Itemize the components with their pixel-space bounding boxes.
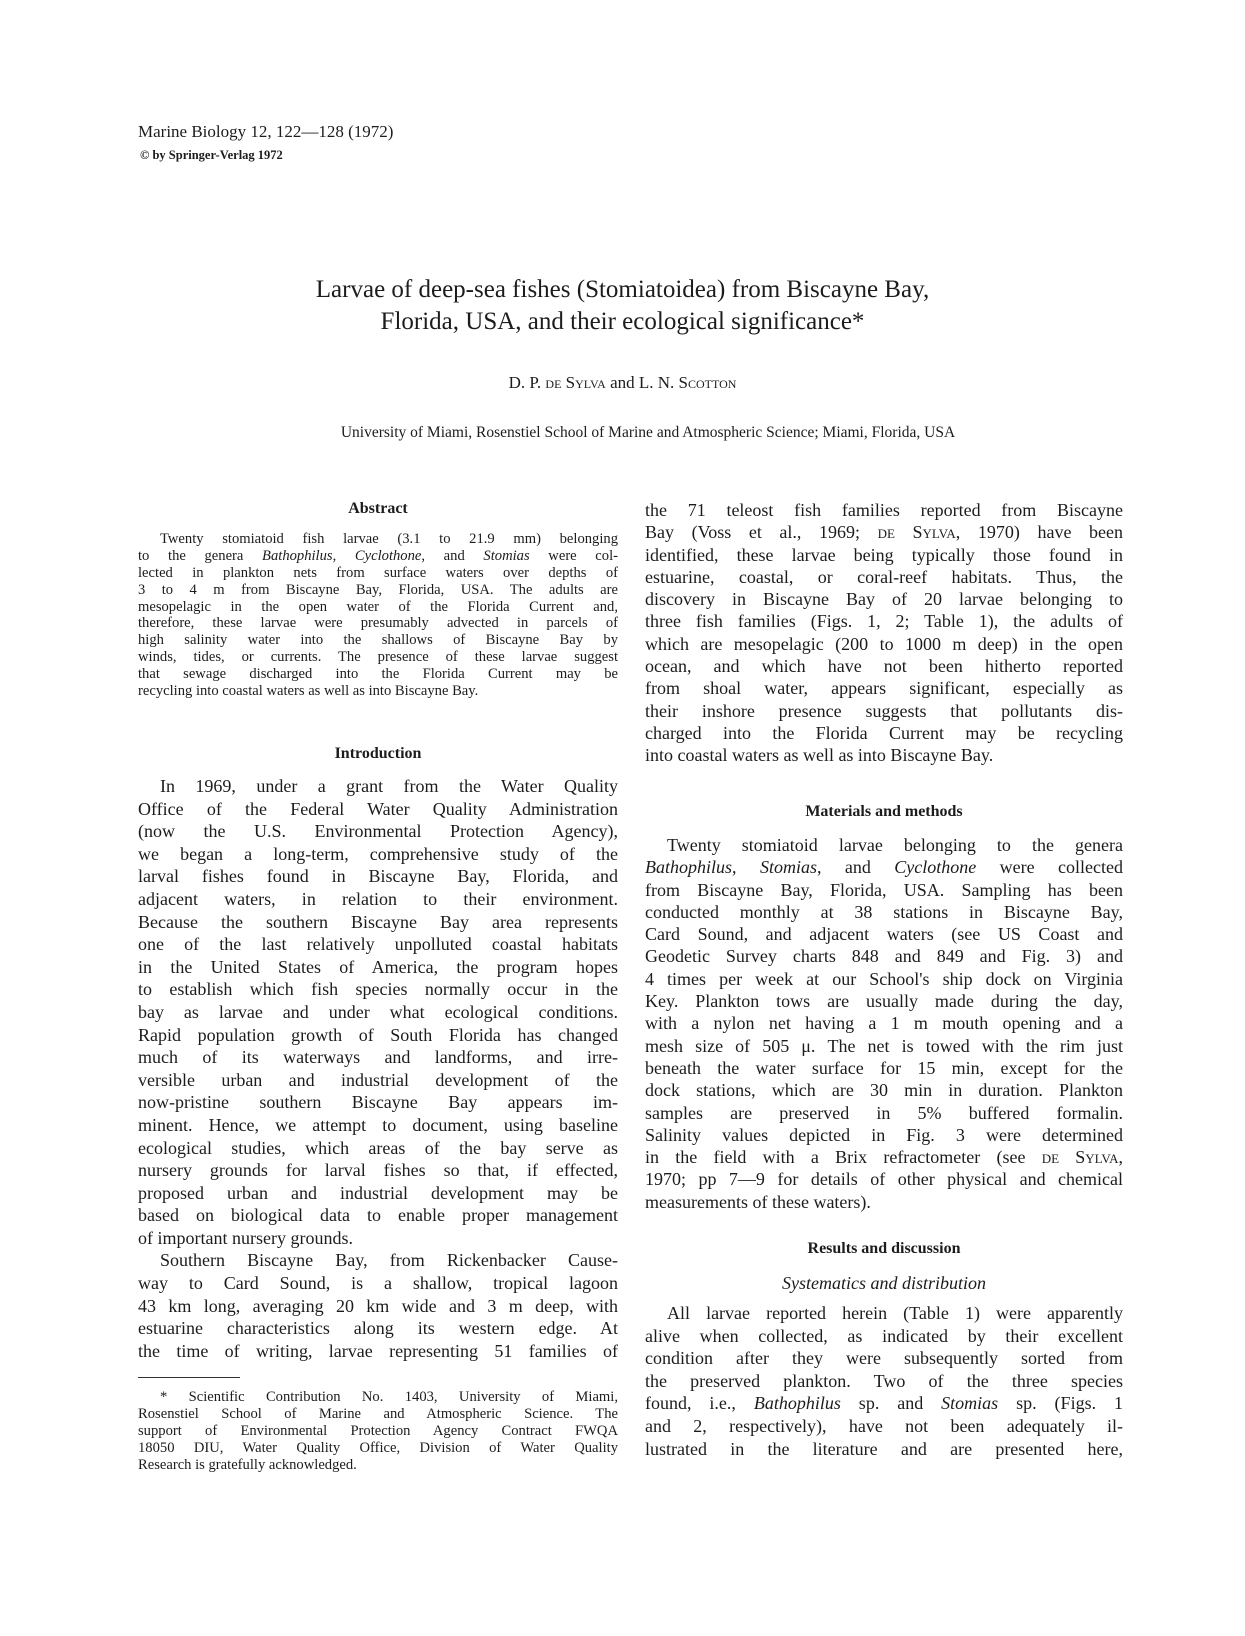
text-line: adjacent waters, in relation to their environment. bbox=[138, 888, 618, 909]
text-line: Bay (Voss et al., 1969; de Sylva, 1970) have been bbox=[645, 522, 1123, 543]
text-line: winds, tides, or currents. The presence of these larvae suggest bbox=[138, 649, 618, 666]
text-line: based on biological data to enable proper management bbox=[138, 1205, 618, 1226]
text-line: therefore, these larvae were presumably advected in parcels of bbox=[138, 615, 618, 632]
text-line: beneath the water surface for 15 min, except for the bbox=[645, 1057, 1123, 1078]
text-line: now-pristine southern Biscayne Bay appears im- bbox=[138, 1092, 618, 1113]
text-line: ecological studies, which areas of the bay serve as bbox=[138, 1137, 618, 1158]
text-line: samples are preserved in 5% buffered formalin. bbox=[645, 1102, 1123, 1123]
italic-term: Cyclothone bbox=[354, 547, 422, 564]
italic-term: Stomias bbox=[759, 857, 817, 878]
title-line: Florida, USA, and their ecological significance* bbox=[380, 308, 865, 335]
text-line: * Scientific Contribution No. 1403, University of Miami, bbox=[160, 1389, 618, 1405]
italic-term: Bathophilus bbox=[753, 1393, 841, 1414]
text-line: conducted monthly at 38 stations in Biscayne Bay, bbox=[645, 901, 1123, 922]
text-line: Office of the Federal Water Quality Administration bbox=[138, 798, 618, 819]
text-line: identified, these larvae being typically those found in bbox=[645, 544, 1123, 565]
text-line: to the genera Bathophilus, Cyclothone, and Stomias were col- bbox=[138, 547, 618, 564]
small-caps-name: de Sylva bbox=[545, 373, 606, 392]
methods-heading: Materials and methods bbox=[805, 803, 963, 820]
text-line: Rosenstiel School of Marine and Atmospheric Science. The bbox=[138, 1405, 618, 1422]
text-line: larval fishes found in Biscayne Bay, Florida, and bbox=[138, 866, 618, 887]
small-caps-name: Scotton bbox=[678, 373, 737, 392]
italic-term: Stomias bbox=[941, 1393, 999, 1414]
italic-term: Bathophilus bbox=[262, 547, 333, 564]
text-line: measurements of these waters). bbox=[645, 1191, 871, 1212]
text-line: nursery grounds for larval fishes so that, if effected, bbox=[138, 1160, 618, 1181]
text-line: Research is gratefully acknowledged. bbox=[138, 1456, 357, 1473]
paper-title bbox=[0, 274, 1245, 338]
small-caps-name: de Sylva bbox=[1041, 1147, 1119, 1168]
text-line: from shoal water, appears significant, especially as bbox=[645, 678, 1123, 699]
text-line: much of its waterways and landforms, and irre- bbox=[138, 1047, 618, 1068]
text-line: into coastal waters as well as into Biscayne Bay. bbox=[645, 745, 994, 766]
text-line: found, i.e., Bathophilus sp. and Stomias sp. (Figs. 1 bbox=[645, 1393, 1124, 1414]
text-line: and 2, respectively), have not been adequately il- bbox=[645, 1415, 1123, 1436]
small-caps-name: de Sylva bbox=[877, 522, 956, 543]
text-line: (now the U.S. Environmental Protection Agency), bbox=[138, 821, 618, 842]
text-line: mesh size of 505 μ. The net is towed with the rim just bbox=[645, 1035, 1123, 1056]
introduction-body bbox=[138, 775, 618, 1362]
text-line: with a nylon net having a 1 m mouth opening and a bbox=[645, 1013, 1123, 1034]
text-line: way to Card Sound, is a shallow, tropical lagoon bbox=[138, 1273, 618, 1294]
results-heading: Results and discussion bbox=[807, 1240, 961, 1257]
text-line: that sewage discharged into the Florida Current may be bbox=[138, 666, 618, 683]
abstract-body bbox=[138, 531, 618, 700]
text-line: proposed urban and industrial development may be bbox=[138, 1182, 618, 1203]
text-line: In 1969, under a grant from the Water Quality bbox=[160, 776, 618, 796]
text-line: support of Environmental Protection Agency Contract FWQA bbox=[138, 1422, 618, 1439]
text-line: from Biscayne Bay, Florida, USA. Sampling has been bbox=[645, 879, 1123, 900]
italic-term: Cyclothone bbox=[894, 857, 977, 878]
introduction-continued bbox=[645, 499, 1123, 767]
text-line: All larvae reported herein (Table 1) were apparently bbox=[667, 1303, 1123, 1323]
text-line: three fish families (Figs. 1, 2; Table 1), the adults of bbox=[645, 611, 1123, 632]
text-line: Geodetic Survey charts 848 and 849 and Fig. 3) and bbox=[645, 946, 1123, 967]
text-line: Because the southern Biscayne Bay area represents bbox=[138, 911, 618, 932]
text-line: minent. Hence, we attempt to document, using baseline bbox=[138, 1114, 618, 1135]
text-line: lustrated in the literature and are presented here, bbox=[645, 1438, 1123, 1459]
text-line: which are mesopelagic (200 to 1000 m deep) in the open bbox=[645, 633, 1123, 654]
text-line: of important nursery grounds. bbox=[138, 1227, 353, 1248]
title-line: Larvae of deep-sea fishes (Stomiatoidea) from Biscayne Bay, bbox=[315, 276, 930, 303]
authors: D. P. de Sylva and L. N. Scotton bbox=[508, 373, 737, 392]
text-line: versible urban and industrial development of the bbox=[138, 1069, 618, 1090]
copyright-notice: © by Springer-Verlag 1972 bbox=[140, 148, 283, 162]
abstract-heading: Abstract bbox=[348, 500, 408, 517]
text-line: 1970; pp 7—9 for details of other physical and chemical bbox=[645, 1169, 1123, 1190]
text-line: Salinity values depicted in Fig. 3 were determined bbox=[645, 1124, 1123, 1145]
text-line: mesopelagic in the open water of the Florida Current and, bbox=[138, 598, 618, 615]
results-body bbox=[645, 1302, 1123, 1460]
text-line: lected in plankton nets from surface waters over depths of bbox=[138, 564, 618, 581]
text-line: alive when collected, as indicated by their excellent bbox=[645, 1325, 1123, 1346]
text-line: 18050 DIU, Water Quality Office, Division of Water Quality bbox=[138, 1439, 618, 1456]
text-line: Key. Plankton tows are usually made during the day, bbox=[645, 991, 1123, 1012]
text-line: the time of writing, larvae representing 51 families of bbox=[138, 1340, 618, 1361]
text-line: high salinity water into the shallows of Biscayne Bay by bbox=[138, 632, 618, 649]
footnote-rule bbox=[138, 1377, 240, 1378]
text-line: Bathophilus, Stomias, and Cyclothone were collected bbox=[645, 857, 1124, 878]
text-line: we began a long-term, comprehensive study of the bbox=[138, 843, 618, 864]
text-line: estuarine characteristics along its western edge. At bbox=[138, 1318, 618, 1339]
text-line: the 71 teleost fish families reported from Biscayne bbox=[645, 500, 1123, 520]
text-line: in the United States of America, the program hopes bbox=[138, 956, 618, 977]
methods-body bbox=[645, 834, 1123, 1213]
text-line: Rapid population growth of South Florida has changed bbox=[138, 1024, 618, 1045]
text-line: Twenty stomiatoid fish larvae (3.1 to 21.9 mm) belonging bbox=[160, 531, 618, 547]
text-line: Card Sound, and adjacent waters (see US Coast and bbox=[645, 924, 1123, 945]
footnote bbox=[138, 1389, 618, 1473]
text-line: one of the last relatively unpolluted coastal habitats bbox=[138, 934, 618, 955]
text-line: recycling into coastal waters as well as into Biscayne Bay. bbox=[138, 683, 479, 700]
introduction-heading: Introduction bbox=[334, 745, 422, 762]
text-line: dock stations, which are 30 min in duration. Plankton bbox=[645, 1080, 1123, 1101]
text-line: 4 times per week at our School's ship dock on Virginia bbox=[645, 968, 1123, 989]
text-line: Southern Biscayne Bay, from Rickenbacker Cause- bbox=[160, 1250, 618, 1271]
text-line: to establish which fish species normally occur in the bbox=[138, 979, 618, 1000]
text-line: estuarine, coastal, or coral-reef habitats. Thus, the bbox=[645, 566, 1123, 587]
text-line: ocean, and which have not been hitherto reported bbox=[645, 656, 1123, 677]
text-line: condition after they were subsequently sorted from bbox=[645, 1348, 1123, 1369]
journal-citation: Marine Biology 12, 122—128 (1972) bbox=[138, 122, 394, 141]
affiliation: University of Miami, Rosenstiel School of Marine and Atmospheric Science; Miami, Florida, USA bbox=[340, 424, 956, 441]
text-line: Twenty stomiatoid larvae belonging to the genera bbox=[667, 835, 1123, 855]
text-line: in the field with a Brix refractometer (see de Sylva, bbox=[645, 1147, 1124, 1168]
text-line: their inshore presence suggests that pollutants dis- bbox=[645, 700, 1123, 721]
text-line: charged into the Florida Current may be recycling bbox=[645, 722, 1123, 743]
text-line: the preserved plankton. Two of the three species bbox=[645, 1370, 1123, 1391]
text-line: discovery in Biscayne Bay of 20 larvae belonging to bbox=[645, 589, 1123, 610]
results-subheading: Systematics and distribution bbox=[782, 1273, 986, 1293]
italic-term: Stomias bbox=[483, 547, 530, 564]
text-line: 3 to 4 m from Biscayne Bay, Florida, USA. The adults are bbox=[138, 581, 618, 598]
italic-term: Bathophilus bbox=[645, 857, 733, 878]
text-line: bay as larvae and under what ecological conditions. bbox=[138, 1001, 618, 1022]
text-line: 43 km long, averaging 20 km wide and 3 m deep, with bbox=[138, 1295, 618, 1316]
